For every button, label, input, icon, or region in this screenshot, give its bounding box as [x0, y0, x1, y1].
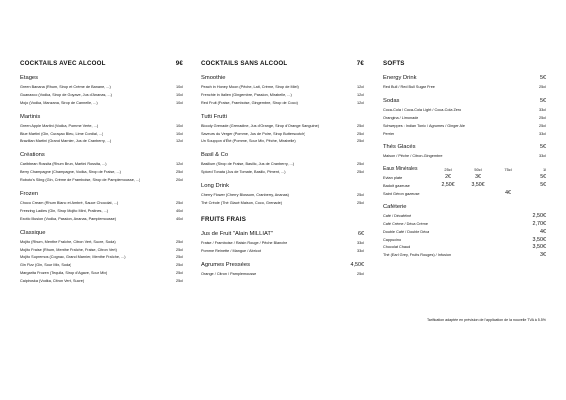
menu-item: [201, 169, 364, 177]
item-volume: 10cl: [176, 131, 183, 136]
eaux-row: [383, 182, 546, 190]
section-title: Etages: [20, 75, 39, 81]
eaux-header-cell: 1l: [542, 167, 546, 173]
item-volume: 12cl: [357, 100, 364, 105]
eaux-header: [383, 166, 546, 174]
section-title: Long Drink: [201, 183, 230, 190]
eaux-name: Badoit gazeuse: [383, 183, 410, 189]
menu-item: [20, 216, 183, 224]
item-volume: 33cl: [539, 131, 546, 136]
item-volume: 12cl: [357, 85, 364, 89]
menu-item: [20, 169, 183, 177]
eaux-price: 5€: [540, 174, 546, 181]
section-price: 5€: [540, 75, 546, 81]
item-volume: 10cl: [176, 100, 183, 105]
menu-column-cocktails-alcool: [20, 60, 183, 286]
menu-item: [20, 100, 183, 108]
menu-column-softs: [383, 60, 546, 260]
menu-item: [20, 138, 183, 146]
section-title: Créations: [20, 152, 45, 159]
section-title: Tutti Frutti: [201, 113, 227, 120]
item-volume: 20cl: [176, 178, 183, 183]
column-heading: [20, 60, 183, 68]
section-title-cafe: [383, 203, 546, 211]
item-volume: 40cl: [176, 208, 183, 213]
item-name: Mojo (Vodka, Manzana, Sirop de Cannelle, ...): [20, 100, 98, 105]
item-volume: 25cl: [176, 263, 183, 268]
item-name: Un Soupçon d'Été (Pomme, Sour Mix, Pêche, Mirabelle): [201, 139, 296, 144]
eaux-price: 5€: [540, 182, 546, 189]
item-name: Choco Cream (Rhum Blanc et Ambré, Sauce Chocolat, ...): [20, 201, 119, 206]
eaux-price: [493, 182, 523, 190]
section-price: 6€: [358, 230, 364, 237]
item-name: Schweppes : Indian Tonic / Agrumes / Ginger Ale: [383, 123, 466, 128]
item-volume: 25cl: [539, 123, 546, 128]
eaux-row: [383, 174, 546, 182]
eaux-header-cell: 75cl: [504, 167, 512, 173]
item-volume: 25cl: [357, 271, 364, 276]
item-volume: 25cl: [539, 115, 546, 120]
column-heading: [383, 60, 546, 68]
item-volume: 3,50€: [532, 236, 546, 243]
item-name: Margarita Frozen (Tequila, Sirop d'Agave, Sour Mix): [20, 271, 108, 276]
item-list: [383, 107, 546, 139]
item-volume: 3,50€: [532, 244, 546, 251]
menu-item: [383, 244, 546, 252]
menu-item: [20, 278, 183, 286]
item-name: Blue Martini (Gin, Curaçao Bleu, Lime Cordial, ...): [20, 131, 104, 136]
eaux-header-cell: Eaux Minérales: [383, 166, 418, 173]
menu-item: [20, 247, 183, 255]
eaux-price: 3,50€: [471, 182, 485, 189]
item-name: Mojito Supremos (Cognac, Grand Marnier, Menthe Fraîche, ...): [20, 255, 126, 260]
item-name: Pomme Reinette / Mangue / Abricot: [201, 248, 261, 253]
menu-item: [383, 252, 546, 260]
item-volume: 10cl: [176, 85, 183, 89]
item-list: [383, 213, 546, 260]
section-title: Classique: [20, 229, 46, 236]
item-volume: 25cl: [357, 139, 364, 144]
menu-item: [383, 229, 546, 237]
item-volume: 25cl: [176, 170, 183, 175]
menu-item: [383, 221, 546, 229]
menu-item: [383, 115, 546, 123]
eaux-price: 4€: [505, 190, 511, 197]
item-volume: 25cl: [357, 131, 364, 136]
item-volume: 33cl: [357, 240, 364, 245]
column-heading: [201, 60, 364, 68]
section-label: Agrumes Pressées: [201, 261, 250, 268]
eaux-table: [383, 166, 546, 198]
item-volume: 25cl: [176, 247, 183, 252]
menu-item: [201, 161, 364, 169]
item-name: Freezing Ladies (Gin, Sirop Mojito Mint, Pralines, ...): [20, 208, 108, 213]
item-name: Fraise / Framboise / Raisin Rouge / Pêche Blanche: [201, 240, 288, 245]
menu-item: [20, 161, 183, 169]
menu-item: [20, 208, 183, 216]
item-name: Green Apple Martini (Vodka, Pomme Verte, ...): [20, 123, 99, 128]
eaux-price: [433, 190, 463, 198]
menu-item: [201, 200, 364, 208]
menu-item: [20, 200, 183, 208]
item-volume: 12cl: [176, 139, 183, 144]
section-label: Energy Drink: [383, 75, 417, 81]
item-name: Cherry Flower (Cherry Blossom, Cranberry, Ananas): [201, 193, 289, 198]
item-name: Orange / Citron / Pamplemousse: [201, 271, 257, 276]
item-name: Perrier: [383, 131, 395, 136]
item-name: Green Banana (Rhum, Sirop et Crème de Banane, ...): [20, 85, 111, 89]
item-volume: 10cl: [176, 123, 183, 128]
menu-item: [383, 153, 546, 161]
item-volume: 25cl: [539, 85, 546, 89]
menu-item: [201, 192, 364, 200]
menu-item: [20, 254, 183, 262]
item-name: Peach in Honey Moon (Pêche, Lait, Crème, Sirop de Miel): [201, 85, 299, 89]
item-volume: 12cl: [176, 162, 183, 167]
menu-item: [20, 270, 183, 278]
eaux-header-cell: 50cl: [474, 167, 482, 173]
item-name: Guanaxco (Vodka, Sirop de Goyave, Jus d'Ananas, ...): [20, 92, 112, 97]
item-name: Mojito Fraise (Rhum, Menthe Fraîche, Fraise, Citron Vert): [20, 247, 117, 252]
item-name: Caribbean Rossita (Rhum Brun, Martini Rossita, ...): [20, 162, 107, 167]
item-name: Brazilian Martini (Grand Marnier, Jus de Cranberry, ...): [20, 139, 112, 144]
item-name: Cappucino: [383, 237, 402, 242]
menu-item: [383, 237, 546, 245]
item-volume: 25cl: [176, 279, 183, 284]
menu-section: [20, 229, 183, 286]
eaux-rows: [383, 174, 546, 198]
item-name: Berry Champagne (Champagne, Vodka, Sirop de Fraise, ...): [20, 170, 121, 175]
section-label: Jus de Fruit "Alain MILLIAT": [201, 230, 273, 237]
menu-item: [20, 123, 183, 131]
item-name: Coca-Cola / Coca-Cola Light / Coca-Cola Zero: [383, 107, 462, 112]
item-name: Orangina / Limonade: [383, 115, 419, 120]
item-volume: 12cl: [357, 92, 364, 97]
item-list: [383, 84, 546, 92]
heading-price: 7€: [356, 60, 364, 67]
item-name: Café / Décaféiné: [383, 213, 412, 218]
menu-section: [201, 182, 364, 208]
menu-item: [201, 248, 364, 256]
item-name: Maison / Pêche / Citron-Gingembre: [383, 154, 443, 159]
item-volume: 33cl: [539, 154, 546, 159]
heading-title: FRUITS FRAIS: [201, 215, 247, 223]
section-list: [20, 74, 183, 286]
item-volume: 25cl: [176, 239, 183, 244]
section-label: Caféterie: [383, 203, 407, 210]
item-name: Saveurs du Verger (Pomme, Jus de Poire, Sirop Butterscotch): [201, 131, 306, 136]
heading-title: COCKTAILS AVEC ALCOOL: [20, 60, 106, 67]
section-title-sodas: [383, 97, 546, 105]
eaux-price: [463, 190, 493, 198]
item-volume: 2,70€: [532, 220, 546, 227]
section-title: Basil & Co: [201, 152, 229, 159]
item-name: Mojito (Rhum, Menthe Fraîche, Citron Vert, Sucre, Soda): [20, 239, 116, 244]
section-title: Martinis: [20, 113, 41, 120]
menu-section: [20, 74, 183, 108]
section-title: Frozen: [20, 191, 39, 198]
item-volume: 33cl: [539, 107, 546, 112]
menu-section: [20, 190, 183, 224]
item-list: [201, 240, 364, 256]
menu-item: [383, 131, 546, 139]
section-title-jus: [201, 230, 364, 238]
section-label: Thés Glacés: [383, 144, 416, 151]
item-volume: 40cl: [176, 216, 183, 221]
tva-note: Tarification adaptée en prévision de l'application de la nouvelle TVA à 5.5%: [426, 318, 546, 322]
item-volume: 25cl: [357, 201, 364, 206]
item-name: Caipiroska (Vodka, Citron Vert, Sucre): [20, 279, 85, 284]
eaux-name: Evian plate: [383, 175, 403, 181]
item-volume: 2,50€: [532, 212, 546, 219]
item-volume: 25cl: [357, 162, 364, 167]
menu-item: [383, 123, 546, 131]
column-heading-fruits: [201, 216, 364, 224]
item-name: Red Bull / Red Bull Sugar Free: [383, 85, 435, 89]
menu-item: [201, 100, 364, 108]
item-list: [383, 153, 546, 161]
item-name: Bloody Grenade (Grenadine, Jus d'Orange, Sirop d'Orange Sanguine): [201, 123, 319, 128]
menu-item: [383, 107, 546, 115]
item-name: Exotic Illusion (Vodka, Passion, Ananas, Pamplemousse): [20, 216, 117, 221]
eaux-price: [523, 190, 546, 198]
section-label: Sodas: [383, 97, 400, 104]
menu-section: [20, 113, 183, 147]
item-name: Chocolat Chaud: [383, 245, 411, 250]
menu-item: [20, 239, 183, 247]
item-volume: 25cl: [176, 255, 183, 260]
item-name: Double Café / Double Déca: [383, 229, 430, 234]
menu-item: [20, 262, 183, 270]
menu-item: [201, 92, 364, 100]
item-volume: 33cl: [357, 248, 364, 253]
item-volume: 10cl: [176, 92, 183, 97]
item-volume: 25cl: [357, 170, 364, 175]
menu-item: [201, 138, 364, 146]
menu-item: [201, 131, 364, 139]
section-price: 4,50€: [350, 261, 364, 268]
section-title-thes: [383, 143, 546, 151]
item-name: Gin Fizz (Gin, Sour Mix, Soda): [20, 263, 72, 268]
item-name: Roboto's Sling (Gin, Crème de Framboise, Sirop de Pamplemousse, ...): [20, 178, 141, 183]
item-name: Frenchie in Italien (Gingembre, Passion, Mirabelle, ...): [201, 92, 292, 97]
item-volume: 3€: [540, 252, 546, 259]
menu-item: [383, 213, 546, 221]
menu-item: [201, 123, 364, 131]
section-title: Smoothie: [201, 75, 226, 81]
eaux-price: 2€: [445, 174, 451, 181]
heading-title: SOFTS: [383, 60, 405, 67]
section-price: 5€: [540, 97, 546, 104]
item-volume: 25cl: [176, 271, 183, 276]
item-name: Café Crème / Déca Crème: [383, 221, 428, 226]
item-name: Spiced Tonata (Jus de Tomate, Basilic, Piment, ...): [201, 170, 286, 175]
section-list: [201, 74, 364, 208]
menu-section: [201, 113, 364, 147]
item-volume: 25cl: [357, 123, 364, 128]
item-name: Red Fruit (Fraise, Framboise, Gingembre, Sirop de Coco): [201, 100, 298, 105]
menu-item: [383, 84, 546, 92]
heading-price: 9€: [175, 60, 183, 67]
menu-section: [201, 74, 364, 108]
menu-section: [20, 151, 183, 185]
menu-item: [201, 271, 364, 279]
item-list: [201, 271, 364, 279]
menu-section: [201, 151, 364, 177]
item-name: Thé Créole (Thé Glacé Maison, Coco, Grenade): [201, 201, 283, 206]
section-title-agrumes: [201, 261, 364, 269]
item-name: Basilium (Sirop de Fraise, Basilic, Jus de Cranberry, ...): [201, 162, 294, 167]
menu-item: [20, 177, 183, 185]
section-title-energy: [383, 74, 546, 82]
menu-item: [201, 84, 364, 92]
heading-title: COCKTAILS SANS ALCOOL: [201, 60, 288, 67]
eaux-header-cell: 25cl: [444, 167, 452, 173]
item-name: Thé (Earl Grey, Fruits Rouges) / Infusion: [383, 253, 452, 258]
eaux-price: [493, 174, 523, 182]
item-volume: 25cl: [176, 201, 183, 206]
menu-item: [20, 84, 183, 92]
section-price: 5€: [540, 144, 546, 151]
menu-item: [20, 131, 183, 139]
menu-item: [20, 92, 183, 100]
eaux-row: [383, 190, 546, 198]
menu-item: [201, 240, 364, 248]
eaux-price: 3€: [475, 174, 481, 181]
menu-column-cocktails-sans-alcool: [201, 60, 364, 279]
item-volume: 4€: [540, 228, 546, 235]
item-volume: 25cl: [357, 193, 364, 198]
eaux-price: 2,50€: [441, 182, 455, 189]
eaux-name: Saint Géron gazeuse: [383, 191, 420, 197]
